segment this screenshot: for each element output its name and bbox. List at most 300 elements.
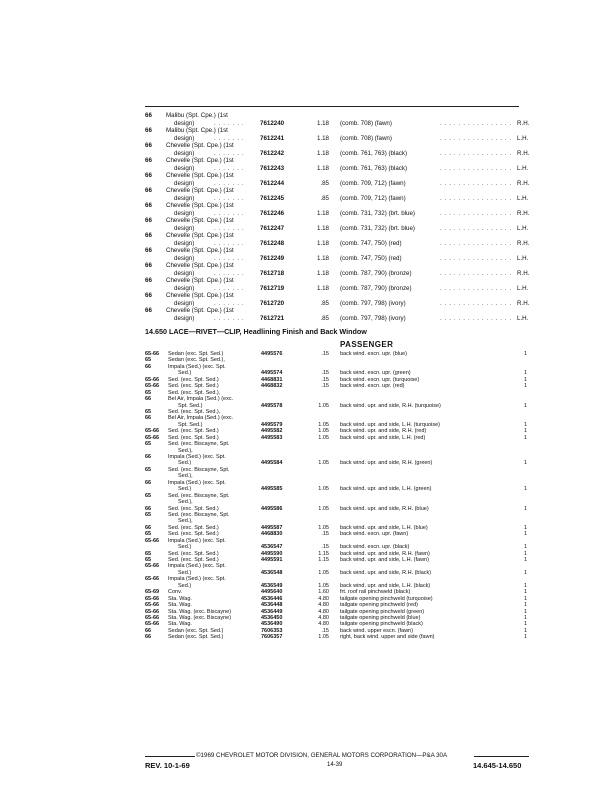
part-number: 7612246 [260,209,285,217]
model-description: Malibu (Spt. Cpe.) (1st [166,127,228,134]
part-description: (comb. 747, 750) (red) [340,254,402,262]
part-description: frt. roof rail pinchweld (black) [340,589,411,596]
model-year: 65-69 [145,589,160,596]
part-description: back wind. escn. upr. (blue) [340,351,407,357]
model-description: Sta. Wag. (exc. Biscayne) [168,608,232,615]
part-number: 7612719 [260,284,285,292]
quantity: .15 [321,627,329,634]
model-description-cont: design) [174,164,195,172]
model-year: 66 [145,232,152,239]
part-number: 4495587 [261,524,283,531]
model-description: Impala (Sed.) (exc. Spt. [168,454,226,460]
model-year: 66 [145,112,152,119]
part-number: 4495576 [261,351,283,357]
model-description-cont: design) [174,194,195,202]
model-year: 65 [145,550,152,557]
model-year: 66 [145,247,152,254]
list-item [0,307,612,315]
list-item [0,232,612,240]
model-description: Conv. [168,589,182,596]
quantity: .15 [321,351,329,357]
model-description-cont: design) [174,299,195,307]
model-year: 65-66 [145,376,160,383]
list-item-continuation [0,165,612,173]
quantity-per-car: 1 [524,524,528,531]
part-description: tailgate opening pinchweld (blue) [340,614,421,621]
list-item [0,142,612,150]
part-number: 7612242 [260,149,285,157]
side-indicator: R.H. [517,179,530,187]
leader-dots: . . . . . . . . . . . . . . . . [440,149,512,157]
part-description: (comb. 747, 750) (red) [340,239,402,247]
leader-dots: . . . . . . . [214,314,245,322]
model-description: Chevelle (Spt. Cpe.) (1st [166,292,234,299]
footer-rule-left [145,756,195,757]
leader-dots: . . . . . . . . . . . . . . . . [440,179,512,187]
model-description: Chevelle (Spt. Cpe.) (1st [166,262,234,269]
part-number: 7612248 [260,239,285,247]
part-description: back wind. upr. and side, R.H. (red) [340,428,427,435]
model-description: Sedan (exc. Spt. Sed.), [168,357,225,364]
part-description: (comb. 787, 790) (bronze) [340,269,412,277]
list-item-continuation [0,120,612,128]
model-description: Sed. (exc. Biscayne, Spt. [168,492,230,499]
model-description: Sedan (exc. Spt. Sed.) [168,627,224,634]
list-item [0,217,612,225]
model-description: Sed. (exc. Spt. Sed.), [168,408,221,415]
leader-dots: . . . . . . . . . . . . . . . . [440,209,512,217]
model-description: Impala (Sed.) (exc. Spt. [168,563,226,570]
model-year: 66 [145,217,152,224]
list-item [0,172,612,180]
part-number: 7612244 [260,179,285,187]
quantity: 1.05 [318,428,329,435]
leader-dots: . . . . . . . [214,254,245,262]
model-year: 66 [145,627,152,634]
part-number: 4536490 [261,621,283,628]
model-description: Sed. (exc. Spt. Sed.) [168,434,219,441]
model-description: Chevelle (Spt. Cpe.) (1st [166,202,234,209]
quantity-per-car: 1 [524,376,528,383]
quantity-per-car: 1 [524,589,528,596]
leader-dots: . . . . . . . [214,299,245,307]
quantity: 1.18 [316,269,329,277]
side-indicator: R.H. [517,119,530,127]
top-rule [145,106,519,107]
list-item-continuation [0,255,612,263]
quantity: 1.05 [318,569,329,576]
model-year: 65-66 [145,595,160,602]
model-description-cont: design) [174,134,195,142]
side-indicator: L.H. [517,194,529,202]
model-description: Bel Air, Impala (Sed.) (exc. [168,396,234,403]
model-description: Chevelle (Spt. Cpe.) (1st [166,217,234,224]
part-description: back wind. escn. upr. (black) [340,544,410,551]
quantity: 4.80 [318,608,329,615]
part-description: back wind. escn. upr. (green) [340,370,411,377]
leader-dots: . . . . . . . . . . . . . . . . [440,299,512,307]
quantity-per-car: 1 [524,621,528,628]
part-number: 4536448 [261,602,283,609]
quantity-per-car: 1 [524,421,528,428]
list-item-continuation [0,300,612,308]
quantity-per-car: 1 [524,428,528,435]
model-description-cont: design) [174,269,195,277]
model-year: 66 [145,454,152,460]
list-item [0,187,612,195]
model-description: Sed.) [178,569,192,576]
side-indicator: R.H. [517,239,530,247]
model-description: Chevelle (Spt. Cpe.) (1st [166,187,234,194]
model-description-cont: design) [174,119,195,127]
part-number: 4536449 [261,608,283,615]
quantity: 4.80 [318,595,329,602]
quantity-per-car: 1 [524,569,528,576]
quantity: .15 [321,370,329,377]
model-year: 65-66 [145,351,160,357]
model-description: Spt. Sed.) [178,421,203,428]
part-description: (comb. 731, 732) (brt. blue) [340,209,415,217]
quantity: .85 [320,299,329,307]
model-description: Sta. Wag. [168,595,192,602]
model-description: Sedan (exc. Spt. Sed.) [168,351,224,357]
model-description: Impala (Sed.) (exc. Spt. [168,537,226,544]
model-year: 65-66 [145,602,160,609]
model-year: 66 [145,292,152,299]
model-description: Sta. Wag. (exc. Biscayne) [168,614,232,621]
part-description: (comb. 797, 798) (ivory) [340,299,406,307]
model-description: Impala (Sed.) (exc. Spt. [168,576,226,583]
part-description: back wind. upr. and side, L.H. (red) [340,434,426,441]
quantity-per-car: 1 [524,595,528,602]
part-number: 7612249 [260,254,285,262]
quantity: 1.05 [318,524,329,531]
model-year: 66 [145,505,152,512]
model-description-cont: design) [174,224,195,232]
leader-dots: . . . . . . . [214,224,245,232]
quantity-per-car: 1 [524,544,528,551]
copyright-line: ©1969 CHEVROLET MOTOR DIVISION, GENERAL MOTORS CORPORATION—P&A 30A [196,752,448,759]
part-description: back wind. upr. and side, R.H. (black) [340,569,432,576]
table-row [0,634,612,640]
model-year: 66 [145,172,152,179]
part-description: back wind. upr. and side, L.H. (green) [340,486,432,493]
side-indicator: R.H. [517,269,530,277]
model-year: 66 [145,262,152,269]
model-year: 65-66 [145,537,160,544]
quantity: 1.05 [318,421,329,428]
model-year: 66 [145,396,152,403]
part-number: 7606353 [261,627,283,634]
part-number: 4536547 [261,544,283,551]
quantity: 1.05 [318,505,329,512]
model-description: Chevelle (Spt. Cpe.) (1st [166,277,234,284]
part-description: back wind. upr. and side, L.H. (turquoise) [340,421,440,428]
quantity-per-car: 1 [524,608,528,615]
part-description: back wind. escn. upr. (fawn) [340,531,409,538]
model-year: 65 [145,492,152,499]
quantity: .15 [321,531,329,538]
leader-dots: . . . . . . . . . . . . . . . . [440,119,512,127]
model-description: Sed.) [178,544,192,551]
model-year: 66 [145,415,152,422]
side-indicator: R.H. [517,299,530,307]
list-item-continuation [0,270,612,278]
model-description: Impala (Sed.) (exc. Spt. [168,479,226,486]
model-description: Malibu (Spt. Cpe.) (1st [166,112,228,119]
model-year: 65-66 [145,621,160,628]
leader-dots: . . . . . . . [214,119,245,127]
quantity: 1.05 [318,634,329,641]
part-number: 7612243 [260,164,285,172]
model-year: 65 [145,389,152,396]
model-year: 66 [145,634,152,641]
part-description: tailgate opening pinchweld (green) [340,608,425,615]
side-indicator: L.H. [517,284,529,292]
model-description: Sed.) [178,582,192,589]
leader-dots: . . . . . . . [214,179,245,187]
model-description: Sed.), [178,473,193,480]
part-description: (comb. 761, 763) (black) [340,149,408,157]
quantity: 4.80 [318,602,329,609]
model-description-cont: design) [174,284,195,292]
quantity-per-car: 1 [524,582,528,589]
side-indicator: R.H. [517,149,530,157]
leader-dots: . . . . . . . . . . . . . . . . [440,284,512,292]
part-description: back wind. upr. and side, L.H. (black) [340,582,431,589]
model-description: Sed. (exc. Spt. Sed.) [168,531,219,538]
leader-dots: . . . . . . . [214,269,245,277]
part-number: 4536450 [261,614,283,621]
side-indicator: L.H. [517,134,529,142]
model-year: 65-66 [145,434,160,441]
model-year: 65 [145,466,152,473]
quantity: .15 [321,383,329,390]
part-number: 7612241 [260,134,285,142]
list-item [0,247,612,255]
quantity: 1.18 [316,149,329,157]
quantity: 1.15 [318,550,329,557]
model-description: Sed.), [178,518,193,525]
part-description: back wind. upr. and side, R.H. (turquoise) [340,402,441,409]
part-description: (comb. 797, 798) (ivory) [340,314,406,322]
quantity-per-car: 1 [524,383,528,390]
model-year: 66 [145,142,152,149]
part-number: 4495586 [261,505,283,512]
part-description: (comb. 708) (fawn) [340,119,392,127]
list-item [0,292,612,300]
model-description: Sed. (exc. Spt. Sed.) [168,383,219,390]
quantity-per-car: 1 [524,351,528,357]
leader-dots: . . . . . . . [214,239,245,247]
side-indicator: L.H. [517,164,529,172]
part-description: back wind. upr. and side, L.H. (fawn) [340,557,429,563]
part-number: 4495591 [261,557,283,563]
model-description: Sed. (exc. Biscayne, Spt. [168,441,230,448]
part-number: 4495574 [261,370,283,377]
part-number: 4495583 [261,434,283,441]
model-description: Sed.) [178,486,192,493]
part-description: back wind. upr. and side, L.H. (blue) [340,524,428,531]
quantity: 1.18 [316,284,329,292]
model-year: 66 [145,187,152,194]
model-year: 65-66 [145,576,160,583]
leader-dots: . . . . . . . . . . . . . . . . [440,269,512,277]
part-number: 7606357 [261,634,283,641]
model-year: 66 [145,307,152,314]
model-description: Sed. (exc. Biscayne, Spt. [168,466,230,473]
model-year: 65 [145,441,152,448]
quantity: .15 [321,544,329,551]
side-indicator: L.H. [517,314,529,322]
quantity: 1.18 [316,164,329,172]
quantity: 1.18 [316,224,329,232]
quantity: 1.05 [318,582,329,589]
model-description-cont: design) [174,314,195,322]
model-description: Chevelle (Spt. Cpe.) (1st [166,232,234,239]
leader-dots: . . . . . . . . . . . . . . . . [440,239,512,247]
model-description: Impala (Sed.) (exc. Spt. [168,363,226,370]
quantity: 1.05 [318,402,329,409]
model-description: Spt. Sed.) [178,402,203,409]
list-item-continuation [0,225,612,233]
leader-dots: . . . . . . . [214,149,245,157]
model-description: Bel Air, Impala (Sed.) (exc. [168,415,234,422]
part-description: back wind. escn. upr. (turquoise) [340,376,420,383]
model-description: Sed. (exc. Spt. Sed.) [168,550,219,557]
model-description-cont: design) [174,209,195,217]
model-description: Sed. (exc. Spt. Sed.) [168,505,219,512]
model-description: Sed. (exc. Spt. Sed.) [168,557,219,563]
leader-dots: . . . . . . . [214,209,245,217]
list-item-continuation [0,150,612,158]
model-year: 65-66 [145,608,160,615]
list-item [0,202,612,210]
passenger-parts-list [0,351,612,641]
quantity-per-car: 1 [524,460,528,467]
quantity-per-car: 1 [524,602,528,609]
quantity-per-car: 1 [524,531,528,538]
list-item [0,157,612,165]
part-description: (comb. 708) (fawn) [340,134,392,142]
model-description: Sed. (exc. Biscayne, Spt. [168,511,230,518]
model-description: Sed. (exc. Spt. Sed.), [168,389,221,396]
model-description: Sedan (exc. Spt. Sed.) [168,634,224,641]
list-item [0,277,612,285]
part-number: 4495582 [261,428,283,435]
model-description: Sed.), [178,499,193,506]
top-parts-list [0,112,612,322]
model-year: 65 [145,408,152,415]
part-description: right, back wind. upper and side (fawn) [340,634,435,641]
part-number: 4495640 [261,589,283,596]
quantity-per-car: 1 [524,486,528,493]
model-year: 66 [145,157,152,164]
quantity: .85 [320,179,329,187]
revision-date: REV. 10-1-69 [145,761,190,770]
part-description: (comb. 761, 763) (black) [340,164,408,172]
part-number: 7612247 [260,224,285,232]
quantity-per-car: 1 [524,614,528,621]
part-number: 4536548 [261,569,283,576]
quantity: 1.05 [318,460,329,467]
part-number: 7612718 [260,269,285,277]
model-description: Chevelle (Spt. Cpe.) (1st [166,142,234,149]
quantity-per-car: 1 [524,505,528,512]
list-item-continuation [0,285,612,293]
part-description: tailgate opening pinchweld (red) [340,602,418,609]
page-number: 14-39 [327,762,343,768]
part-description: (comb. 787, 790) (bronze) [340,284,412,292]
quantity-per-car: 1 [524,557,528,563]
side-indicator: L.H. [517,254,529,262]
model-year: 66 [145,479,152,486]
model-year: 65 [145,557,152,563]
model-description: Sta. Wag. [168,602,192,609]
model-description: Chevelle (Spt. Cpe.) (1st [166,172,234,179]
model-description: Sed.) [178,460,192,467]
part-number: 4468831 [261,376,283,383]
leader-dots: . . . . . . . [214,194,245,202]
model-year: 65-66 [145,563,160,570]
footer-rule-right [474,756,529,757]
model-description: Chevelle (Spt. Cpe.) (1st [166,157,234,164]
list-item-continuation [0,240,612,248]
subsection-heading: PASSENGER [340,340,394,349]
list-item [0,127,612,135]
quantity-per-car: 1 [524,402,528,409]
model-year: 65-66 [145,614,160,621]
model-year: 66 [145,202,152,209]
part-number: 4495579 [261,421,283,428]
part-description: back wind. upr. and side, R.H. (green) [340,460,433,467]
leader-dots: . . . . . . . [214,164,245,172]
quantity-per-car: 1 [524,370,528,377]
part-description: tailgate opening pinchweld (turquoise) [340,595,433,602]
quantity: .85 [320,194,329,202]
part-number: 4495590 [261,550,283,557]
side-indicator: R.H. [517,209,530,217]
quantity-per-car: 1 [524,634,528,641]
part-description: back wind. escn. upr. (red) [340,383,405,390]
model-description-cont: design) [174,239,195,247]
part-number: 7612240 [260,119,285,127]
part-number: 4495578 [261,402,283,409]
part-number: 4495585 [261,486,283,493]
part-number: 7612245 [260,194,285,202]
list-item-continuation [0,210,612,218]
list-item-continuation [0,180,612,188]
leader-dots: . . . . . . . . . . . . . . . . [440,194,512,202]
list-item [0,262,612,270]
model-description: Sed. (exc. Spt. Sed.) [168,428,219,435]
section-range: 14.645-14.650 [473,761,522,770]
list-item-continuation [0,195,612,203]
model-description-cont: design) [174,149,195,157]
quantity: 1.18 [316,239,329,247]
quantity: 1.60 [318,589,329,596]
part-number: 4468832 [261,383,283,390]
model-year: 66 [145,524,152,531]
quantity-per-car: 1 [524,550,528,557]
leader-dots: . . . . . . . . . . . . . . . . [440,134,512,142]
quantity: 1.05 [318,486,329,493]
quantity: 1.18 [316,134,329,142]
list-item [0,112,612,120]
model-description: Sed.) [178,370,192,377]
quantity: 1.18 [316,209,329,217]
quantity: 1.18 [316,119,329,127]
